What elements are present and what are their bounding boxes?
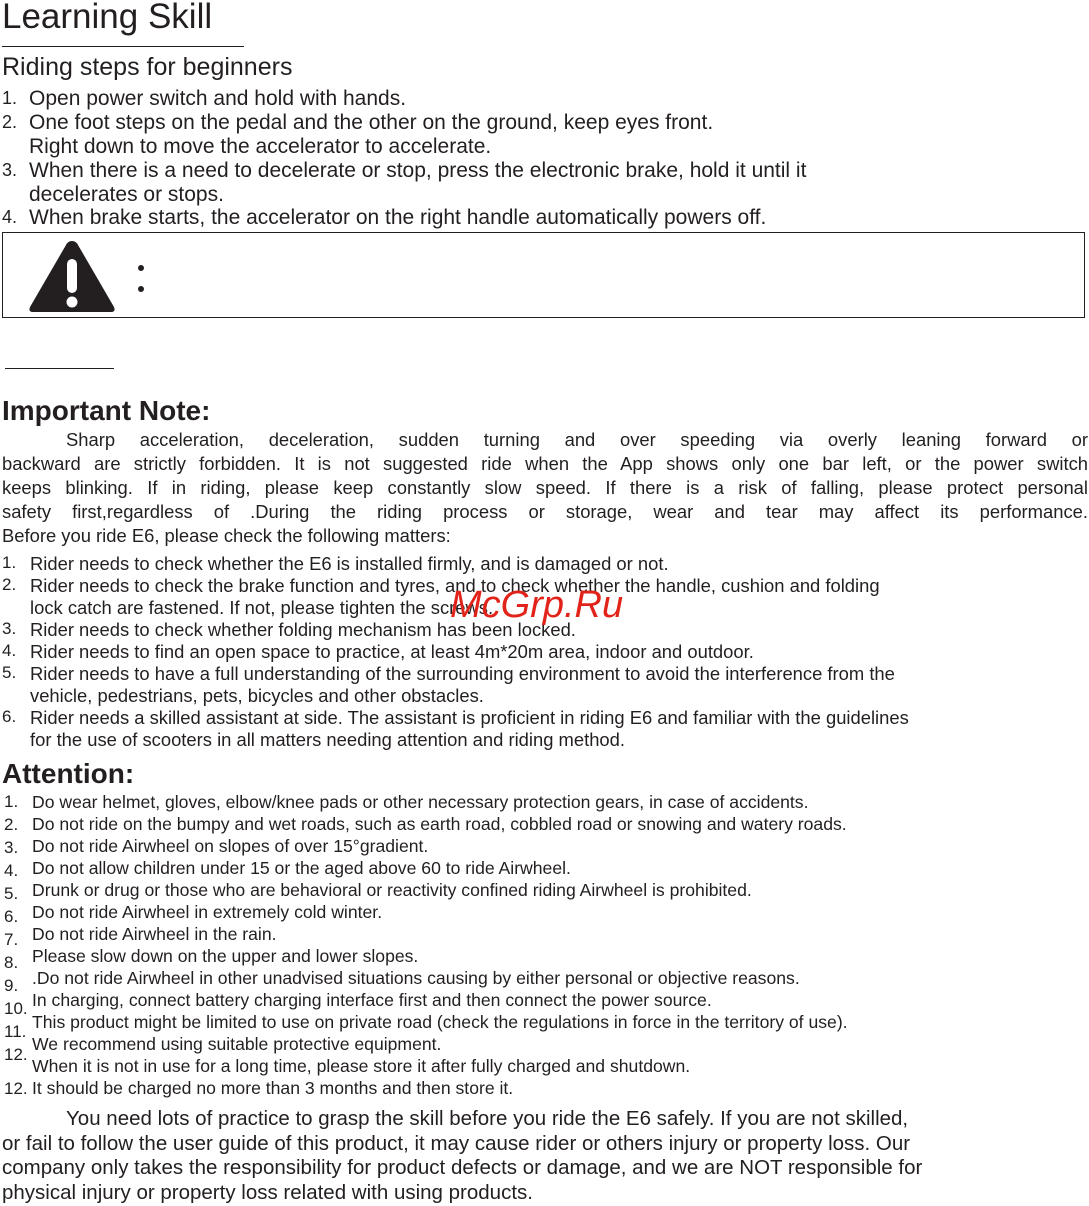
important-note-heading: Important Note: — [2, 395, 211, 426]
title-underline — [2, 46, 244, 47]
attention-item: When it is not in use for a long time, please store it after fully charged and shutdown. — [32, 1056, 691, 1076]
item-number: 11. — [4, 1022, 27, 1041]
item-number: 2. — [4, 815, 19, 834]
attention-item: Do not ride Airwheel on slopes of over 15°gradient. — [32, 836, 429, 856]
warning-triangle-icon — [27, 237, 117, 315]
paragraph-line: You need lots of practice to grasp the skill before you ride the E6 safely. If you are not skilled, — [66, 1107, 909, 1130]
item-number: 3. — [2, 619, 17, 638]
check-item: Rider needs to find an open space to practice, at least 4m*20m area, indoor and outdoor. — [30, 641, 754, 662]
step-number: 2. — [2, 112, 18, 132]
attention-item: We recommend using suitable protective equipment. — [32, 1034, 442, 1054]
attention-item: It should be charged no more than 3 months and then store it. — [32, 1078, 514, 1098]
step-text: When there is a need to decelerate or stop, press the electronic brake, hold it until it — [29, 159, 807, 182]
check-item: for the use of scooters in all matters needing attention and riding method. — [30, 729, 625, 750]
paragraph-line: backward are strictly forbidden. It is not suggested ride when the App shows only one bar left, or the power switch — [2, 453, 1088, 474]
step-text: One foot steps on the pedal and the other on the ground, keep eyes front. — [29, 111, 714, 134]
item-number: 4. — [2, 641, 17, 660]
section-heading: Riding steps for beginners — [2, 53, 293, 81]
page-title: Learning Skill — [2, 0, 213, 36]
item-number: 1. — [2, 553, 17, 572]
attention-item: Please slow down on the upper and lower slopes. — [32, 946, 419, 966]
step-number: 4. — [2, 207, 18, 227]
step-text: When brake starts, the accelerator on the right handle automatically powers off. — [29, 206, 767, 229]
important-note-paragraph — [2, 428, 1088, 548]
check-item: lock catch are fastened. If not, please tighten the screws. — [30, 597, 494, 618]
step-number: 3. — [2, 160, 18, 180]
item-number: 2. — [2, 575, 17, 594]
divider — [5, 368, 114, 369]
attention-item: Do not ride Airwheel in the rain. — [32, 924, 277, 944]
item-number: 1. — [4, 792, 19, 811]
attention-item: Do wear helmet, gloves, elbow/knee pads or other necessary protection gears, in case of accidents. — [32, 792, 809, 812]
step-text: decelerates or stops. — [29, 183, 224, 206]
attention-item: In charging, connect battery charging interface first and then connect the power source. — [32, 990, 712, 1010]
item-number: 5. — [2, 663, 17, 682]
paragraph-line: keeps blinking. If in riding, please keep constantly slow speed. If there is a risk of falling, please protect personal — [2, 477, 1088, 498]
attention-item: Drunk or drug or those who are behavioral or reactivity confined riding Airwheel is prohibited. — [32, 880, 752, 900]
check-item: Rider needs to check whether the E6 is installed firmly, and is damaged or not. — [30, 553, 669, 574]
step-number: 1. — [2, 88, 18, 108]
item-number: 7. — [4, 930, 19, 949]
check-item: Rider needs to check the brake function and tyres, and to check whether the handle, cushion and folding — [30, 575, 880, 596]
paragraph-line: or fail to follow the user guide of this product, it may cause rider or others injury or property loss. Our — [2, 1131, 911, 1155]
item-number: 10. — [4, 999, 28, 1018]
item-number: 6. — [4, 907, 19, 926]
paragraph-line: physical injury or property loss related with using products. — [2, 1180, 533, 1204]
closing-paragraph — [2, 1107, 1088, 1205]
warning-box — [2, 232, 1085, 318]
attention-item: Do not allow children under 15 or the aged above 60 to ride Airwheel. — [32, 858, 571, 878]
attention-heading: Attention: — [2, 758, 135, 789]
bullet-dot — [138, 265, 144, 271]
item-number: 3. — [4, 838, 19, 857]
paragraph-line: Sharp acceleration, deceleration, sudden turning and over speeding via overly leaning forward or — [66, 429, 1088, 450]
item-number: 4. — [4, 861, 19, 880]
step-text: Right down to move the accelerator to accelerate. — [29, 135, 492, 158]
check-item: Rider needs a skilled assistant at side. The assistant is proficient in riding E6 and familiar with the guidelines — [30, 707, 909, 728]
item-number: 12. — [4, 1079, 28, 1098]
attention-item: This product might be limited to use on private road (check the regulations in force in the territory of use). — [32, 1012, 848, 1032]
item-number: 5. — [4, 884, 19, 903]
paragraph-line: Before you ride E6, please check the following matters: — [2, 525, 451, 546]
attention-item: .Do not ride Airwheel in other unadvised situations causing by either personal or objective reasons. — [32, 968, 800, 988]
bullet-dot — [138, 286, 144, 292]
item-number: 12. — [4, 1045, 28, 1064]
item-number: 8. — [4, 953, 19, 972]
item-number: 6. — [2, 707, 17, 726]
paragraph-line: safety first,regardless of .During the riding process or storage, wear and tear may affect its performance. — [2, 501, 1088, 522]
attention-item: Do not ride Airwheel in extremely cold winter. — [32, 902, 383, 922]
item-number: 9. — [4, 976, 19, 995]
check-item: Rider needs to check whether folding mechanism has been locked. — [30, 619, 576, 640]
paragraph-line: company only takes the responsibility for product defects or damage, and we are NOT responsible for — [2, 1156, 923, 1179]
attention-item: Do not ride on the bumpy and wet roads, such as earth road, cobbled road or snowing and watery roads. — [32, 814, 847, 834]
watermark: McGrp.Ru — [450, 584, 624, 626]
check-item: Rider needs to have a full understanding of the surrounding environment to avoid the interference from the — [30, 663, 895, 684]
check-item: vehicle, pedestrians, pets, bicycles and other obstacles. — [30, 685, 484, 706]
step-text: Open power switch and hold with hands. — [29, 87, 407, 110]
